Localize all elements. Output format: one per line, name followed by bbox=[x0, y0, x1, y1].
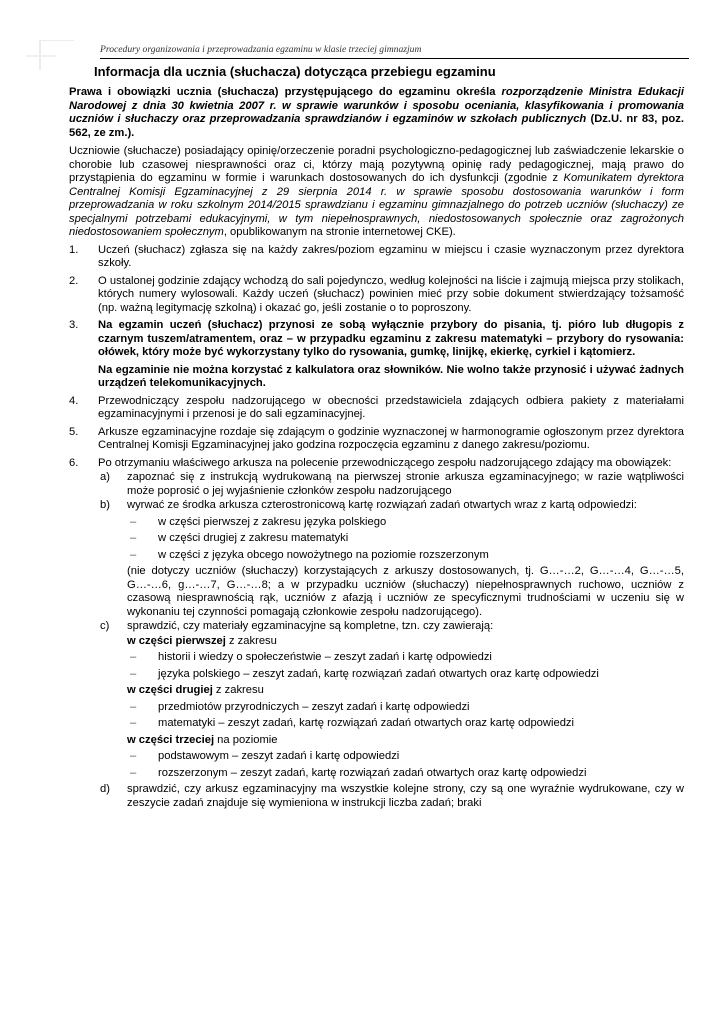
dash-item bbox=[127, 717, 684, 731]
dash-bullet: – bbox=[130, 548, 137, 561]
document-body bbox=[69, 86, 684, 814]
part-one-label bbox=[127, 635, 684, 649]
subitem-b bbox=[98, 499, 684, 619]
part-three-label-bold: w części trzeciej bbox=[127, 733, 215, 746]
part-one-label-bold: w części pierwszej bbox=[127, 634, 226, 647]
intro-text-1: Prawa i obowiązki ucznia (słuchacza) przystępującego do egzaminu określa bbox=[69, 86, 502, 98]
list-item-number: 1. bbox=[69, 243, 79, 256]
subitem-c bbox=[98, 620, 684, 780]
page-title: Informacja dla ucznia (słuchacza) dotycząca przebiegu egzaminu bbox=[94, 64, 496, 79]
list-item-text: Przewodniczący zespołu nadzorującego w obecności przedstawiciela zdających odbiera pakiety z materiałami egzaminacyjnymi i przenosi je do sali egzaminacyjnej. bbox=[98, 394, 684, 420]
dash-item bbox=[127, 701, 684, 715]
dash-item bbox=[127, 651, 684, 665]
subitem-text: sprawdzić, czy arkusz egzaminacyjny ma wszystkie kolejne strony, czy są one wyraźnie wydrukowane, czy w zeszycie zadań znajduje się wymieniona w instrukcji liczba zadań; braki bbox=[127, 783, 684, 809]
adaptation-text-1: Uczniowie (słuchacze) posiadający opinię/orzeczenie poradni psychologiczno-pedagogicznej lub zaświadczenie lekarskie o chorobie lub czasowej niesprawności oraz ci, którzy mają pozytywną opinię rady pedagogicznej, mają prawo do przystąpienia do egzaminu w formie i warunkach dostosowanych do ich dysfunkcji (zgodnie z bbox=[69, 145, 684, 184]
part-two-label-bold: w części drugiej bbox=[127, 684, 213, 696]
subitem-text: wyrwać ze środka arkusza czterostronicową kartę rozwiązań zadań otwartych wraz z kartą odpowiedzi: bbox=[127, 499, 637, 511]
dash-bullet: – bbox=[130, 766, 137, 779]
part-three-label-rest: na poziomie bbox=[214, 733, 278, 746]
dash-bullet: – bbox=[130, 515, 137, 528]
subitem-mark: d) bbox=[100, 783, 110, 795]
dash-bullet: – bbox=[130, 700, 137, 713]
part-two-label-rest: z zakresu bbox=[212, 684, 264, 696]
subitem-mark: b) bbox=[100, 499, 110, 511]
dash-item-text: historii i wiedzy o społeczeństwie – zeszyt zadań i kartę odpowiedzi bbox=[158, 651, 492, 663]
list-item-4 bbox=[69, 395, 684, 422]
dash-item-text: języka polskiego – zeszyt zadań, kartę rozwiązań zadań otwartych oraz kartę odpowiedzi bbox=[158, 667, 599, 680]
dash-item bbox=[127, 668, 684, 682]
list-item-number: 2. bbox=[69, 274, 79, 287]
dash-bullet: – bbox=[130, 532, 137, 544]
list-item-text: Po otrzymaniu właściwego arkusza na polecenie przewodniczącego zespołu nadzorującego zdający ma obowiązek: bbox=[98, 456, 672, 469]
dash-item bbox=[127, 549, 684, 563]
subitem-mark: a) bbox=[100, 471, 110, 483]
dash-bullet: – bbox=[130, 667, 137, 680]
dash-item-text: w części drugiej z zakresu matematyki bbox=[158, 532, 349, 544]
page-corner-mark bbox=[26, 40, 76, 70]
list-item-number: 5. bbox=[69, 425, 79, 438]
calculator-notice: Na egzaminie nie można korzystać z kalkulatora oraz słowników. Nie wolno także przynosić i używać żadnych urządzeń telekomunikacyjnych. bbox=[98, 363, 684, 389]
dash-bullet: – bbox=[130, 717, 137, 729]
dash-item bbox=[127, 516, 684, 530]
list-item-number: 4. bbox=[69, 394, 79, 407]
dash-item bbox=[127, 767, 684, 781]
subitem-b-note: (nie dotyczy uczniów (słuchaczy) korzystających z arkuszy dostosowanych, tj. G…-…2, G…-…4, G…-…5, G…-…6, g…-…7, G…-…8; a w przypadku uczniów (słuchaczy) niepełnosprawnych ruchowo, uczniów z czasową niesprawnością rąk, uczniów z afazją i uczniów ze specyficznymi trudnościami w uczeniu się w wykonaniu tej czynności pomagają członkowie zespołu nadzorującego). bbox=[127, 565, 684, 618]
subitem-a bbox=[98, 471, 684, 498]
dash-item-text: podstawowym – zeszyt zadań i kartę odpowiedzi bbox=[158, 750, 400, 762]
dash-bullet: – bbox=[130, 750, 137, 762]
adaptation-announcement-title: Komunikatem dyrektora Centralnej Komisji Egzaminacyjnej z 29 sierpnia 2014 r. w sprawie sposobu dostosowania warunków i form przeprowadzania w roku szkolnym 2014/2015 sprawdzianu i egzaminu gimnazjalnego do potrzeb uczniów (słuchaczy) ze specjalnymi potrzebami edukacyjnymi, w tym niepełnosprawnych, niedostosowanych społecznie oraz zagrożonych niedostosowaniem społecznym bbox=[69, 172, 684, 238]
dash-item-text: w części z języka obcego nowożytnego na poziomie rozszerzonym bbox=[158, 548, 489, 561]
adaptation-text-2: , opublikowanym na stronie internetowej CKE). bbox=[223, 226, 456, 238]
subitem-d bbox=[98, 783, 684, 810]
part-one-label-rest: z zakresu bbox=[225, 634, 277, 647]
dash-bullet: – bbox=[130, 651, 137, 663]
subitem-text: zapoznać się z instrukcją wydrukowaną na pierwszej stronie arkusza egzaminacyjnego; w razie wątpliwości może poprosić o jej wyjaśnienie członków zespołu nadzorującego bbox=[127, 471, 684, 497]
dash-item-text: w części pierwszej z zakresu języka polskiego bbox=[158, 515, 387, 528]
part-three-label bbox=[127, 734, 684, 748]
list-item-2 bbox=[69, 275, 684, 316]
list-item-number: 6. bbox=[69, 456, 79, 469]
list-item-number: 3. bbox=[69, 319, 79, 331]
list-item-5 bbox=[69, 426, 684, 453]
list-item-text: Arkusze egzaminacyjne rozdaje się zdającym o godzinie wyznaczonej w harmonogramie ogłoszonym przez dyrektora Centralnej Komisji Egzaminacyjnej jako godzina rozpoczęcia egzaminu z danego zakresu/poziomu. bbox=[98, 425, 684, 451]
dash-item-text: przedmiotów przyrodniczych – zeszyt zadań i kartę odpowiedzi bbox=[158, 700, 470, 713]
intro-paragraph bbox=[69, 86, 684, 140]
list-item-text: Na egzamin uczeń (słuchacz) przynosi ze sobą wyłącznie przybory do pisania, tj. pióro lub długopis z czarnym tuszem/atramentem, oraz – w przypadku egzaminu z zakresu matematyki – przybory do rysowania: ołówek, który może być wykorzystany tylko do rysowania, gumkę, linijkę, ekierkę, cyrkiel i kątomierz. bbox=[98, 319, 684, 358]
list-item-text: Uczeń (słuchacz) zgłasza się na każdy zakres/poziom egzaminu w miejscu i czasie wyznaczonym przez dyrektora szkoły. bbox=[98, 243, 684, 269]
dash-item-text: rozszerzonym – zeszyt zadań, kartę rozwiązań zadań otwartych oraz kartę odpowiedzi bbox=[158, 766, 587, 779]
page-header: Procedury organizowania i przeprowadzania egzaminu w klasie trzeciej gimnazjum bbox=[100, 44, 689, 59]
intro-text-2: (Dz.U. nr 83, poz. 562, ze zm.). bbox=[69, 113, 684, 139]
adaptation-paragraph bbox=[69, 145, 684, 240]
subitem-mark: c) bbox=[100, 620, 110, 632]
subitem-text: sprawdzić, czy materiały egzaminacyjne są kompletne, tzn. czy zawierają: bbox=[127, 620, 494, 632]
list-item-1 bbox=[69, 244, 684, 271]
list-item-3 bbox=[69, 319, 684, 360]
dash-item bbox=[127, 750, 684, 764]
dash-item bbox=[127, 532, 684, 546]
list-item-6 bbox=[69, 457, 684, 811]
dash-item-text: matematyki – zeszyt zadań, kartę rozwiązań zadań otwartych oraz kartę odpowiedzi bbox=[158, 717, 574, 729]
intro-regulation-title: rozporządzenie Ministra Edukacji Narodowej z dnia 30 kwietnia 2007 r. w sprawie warunków i sposobu oceniania, klasyfikowania i promowania uczniów i słuchaczy oraz przeprowadzania sprawdzianów i egzaminów w szkołach publicznych bbox=[69, 86, 684, 125]
part-two-label bbox=[127, 684, 684, 698]
list-item-text: O ustalonej godzinie zdający wchodzą do sali pojedynczo, według kolejności na liście i zajmują miejsca przy stolikach, których numery wylosowali. Każdy uczeń (słuchacz) powinien mieć przy sobie dokument stwierdzający tożsamość (np. ważną legitymację szkolną) i okazać go, jeśli zostanie o to poproszony. bbox=[98, 274, 684, 314]
